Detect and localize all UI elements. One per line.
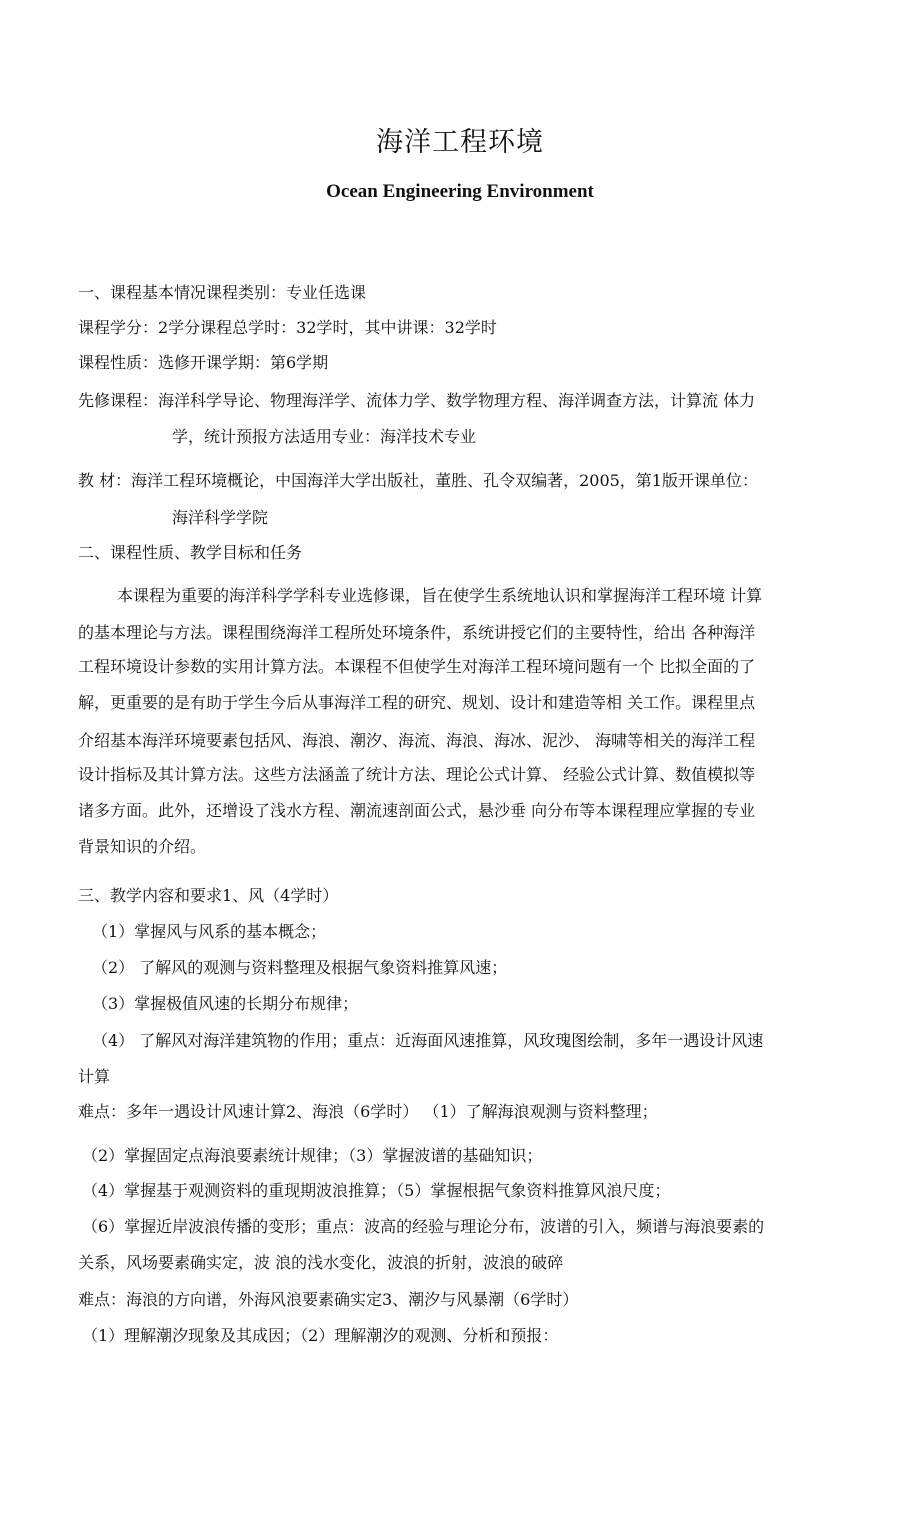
prerequisites-line-cont: 学，统计预报方法适用专业：海洋技术专业 bbox=[172, 427, 477, 446]
wind-requirement-item: （1）掌握风与风系的基本概念； bbox=[92, 922, 327, 941]
textbook-line-cont: 海洋科学学院 bbox=[172, 508, 269, 527]
textbook-line: 教 材：海洋工程环境概论，中国海洋大学出版社，董胜、孔令双编著，2005，第1版开课单位： bbox=[78, 471, 758, 490]
wave-requirement-item: （6）掌握近岸波浪传播的变形；重点：波高的经验与理论分布，波谱的引入，频谱与海浪要素的 bbox=[82, 1217, 765, 1236]
section2-paragraph-line: 本课程为重要的海洋科学学科专业选修课，旨在使学生系统地认识和掌握海洋工程环境 计算 bbox=[117, 586, 763, 605]
course-category-line: 一、课程基本情况课程类别：专业任选课 bbox=[78, 283, 367, 302]
wind-difficulty-line: 难点：多年一遇设计风速计算2、海浪（6学时） （1）了解海浪观测与资料整理； bbox=[78, 1102, 658, 1121]
wave-difficulty-line: 难点：海浪的方向谱，外海风浪要素确实定3、潮汐与风暴潮（6学时） bbox=[78, 1290, 579, 1309]
tide-requirement-item: （1）理解潮汐现象及其成因；（2）理解潮汐的观测、分析和预报： bbox=[82, 1326, 559, 1345]
wave-requirement-item: （2）掌握固定点海浪要素统计规律；（3）掌握波谱的基础知识； bbox=[82, 1146, 543, 1165]
wave-requirement-item-cont: 关系，风场要素确实定，波 浪的浅水变化，波浪的折射，波浪的破碎 bbox=[78, 1253, 564, 1272]
wind-requirement-item: （3）掌握极值风速的长期分布规律； bbox=[92, 994, 359, 1013]
section2-paragraph-line: 工程环境设计参数的实用计算方法。本课程不但使学生对海洋工程环境问题有一个 比拟全面的了 bbox=[78, 657, 756, 676]
section2-paragraph-line: 设计指标及其计算方法。这些方法涵盖了统计方法、理论公式计算、 经验公式计算、数值模拟等 bbox=[78, 765, 756, 784]
wave-requirement-item: （4）掌握基于观测资料的重现期波浪推算；（5）掌握根据气象资料推算风浪尺度； bbox=[82, 1181, 671, 1200]
prerequisites-line: 先修课程：海洋科学导论、物理海洋学、流体力学、数学物理方程、海洋调查方法，计算流 体力 bbox=[78, 391, 756, 410]
wind-requirement-item-cont: 计算 bbox=[78, 1067, 111, 1086]
course-credits-line: 课程学分：2学分课程总学时：32学时，其中讲课：32学时 bbox=[78, 318, 497, 337]
section2-paragraph-line: 解，更重要的是有助于学生今后从事海洋工程的研究、规划、设计和建造等相 关工作。课程里点 bbox=[78, 693, 756, 712]
section2-paragraph-line: 诸多方面。此外，还增设了浅水方程、潮流速剖面公式，悬沙垂 向分布等本课程理应掌握的专业 bbox=[78, 801, 756, 820]
section2-paragraph-line: 背景知识的介绍。 bbox=[78, 837, 207, 856]
wind-requirement-item: （2） 了解风的观测与资料整理及根据气象资料推算风速； bbox=[92, 958, 508, 977]
wind-requirement-item: （4） 了解风对海洋建筑物的作用；重点：近海面风速推算，风玫瑰图绘制，多年一遇设计风速 bbox=[92, 1031, 764, 1050]
course-nature-line: 课程性质：选修开课学期：第6学期 bbox=[78, 353, 329, 372]
section2-paragraph-line: 的基本理论与方法。课程围绕海洋工程所处环境条件，系统讲授它们的主要特性，给出 各种海洋 bbox=[78, 623, 756, 642]
document-title-chinese: 海洋工程环境 bbox=[376, 127, 544, 158]
section3-heading: 三、教学内容和要求1、风（4学时） bbox=[78, 886, 339, 905]
document-title-english: Ocean Engineering Environment bbox=[326, 181, 594, 202]
section2-heading: 二、课程性质、教学目标和任务 bbox=[78, 543, 303, 562]
section2-paragraph-line: 介绍基本海洋环境要素包括风、海浪、潮汐、海流、海浪、海冰、泥沙、 海啸等相关的海洋工程 bbox=[78, 731, 756, 750]
